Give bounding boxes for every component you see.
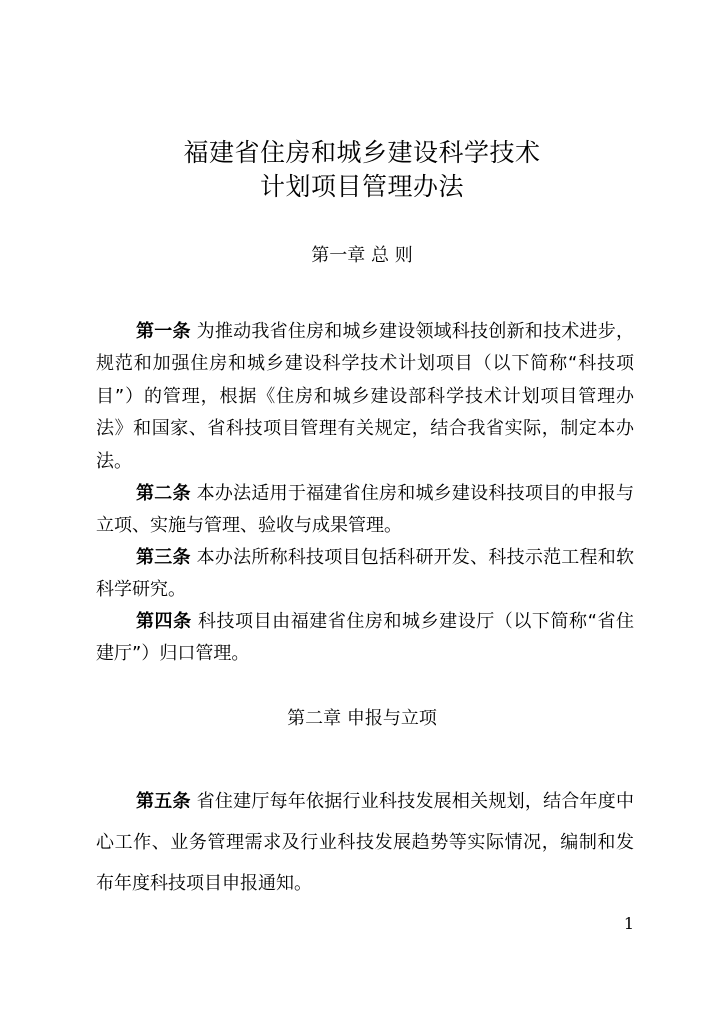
document-title-line-1: 福建省住房和城乡建设科学技术 [183,138,541,167]
article-2-text: 本办法适用于福建省住房和城乡建设科技项目的申报与立项、实施与管理、验收与成果管理。 [96,483,634,537]
article-4 [96,606,634,671]
chapter-heading-1: 第一章 总 则 [311,245,413,266]
article-2 [96,478,634,543]
article-4-text: 科技项目由福建省住房和城乡建设厅（以下简称“省住建厅”）归口管理。 [96,611,635,665]
article-5 [96,781,634,904]
article-2-label: 第二条 [136,483,191,504]
article-3-text: 本办法所称科技项目包括科研开发、科技示范工程和软科学研究。 [96,547,634,601]
document-title-line-2: 计划项目管理办法 [259,172,464,201]
page-number: 1 [623,914,634,933]
article-5-text: 省住建厅每年依据行业科技发展相关规划，结合年度中心工作、业务管理需求及行业科技发展趋势等实际情况，编制和发布年度科技项目申报通知。 [96,791,634,894]
chapter-heading-2: 第二章 申报与立项 [287,708,437,729]
article-4-label: 第四条 [136,611,192,632]
article-5-label: 第五条 [136,791,191,812]
article-1 [96,316,634,478]
article-1-text: 为推动我省住房和城乡建设领域科技创新和技术进步，规范和加强住房和城乡建设科学技术计划项目（以下简称“科技项目”）的管理，根据《住房和城乡建设部科学技术计划项目管理办法》和国家、省科技项目管理有关规定，结合我省实际，制定本办法。 [96,321,634,472]
article-1-label: 第一条 [136,321,191,342]
article-3-label: 第三条 [136,547,191,568]
article-3 [96,542,634,607]
